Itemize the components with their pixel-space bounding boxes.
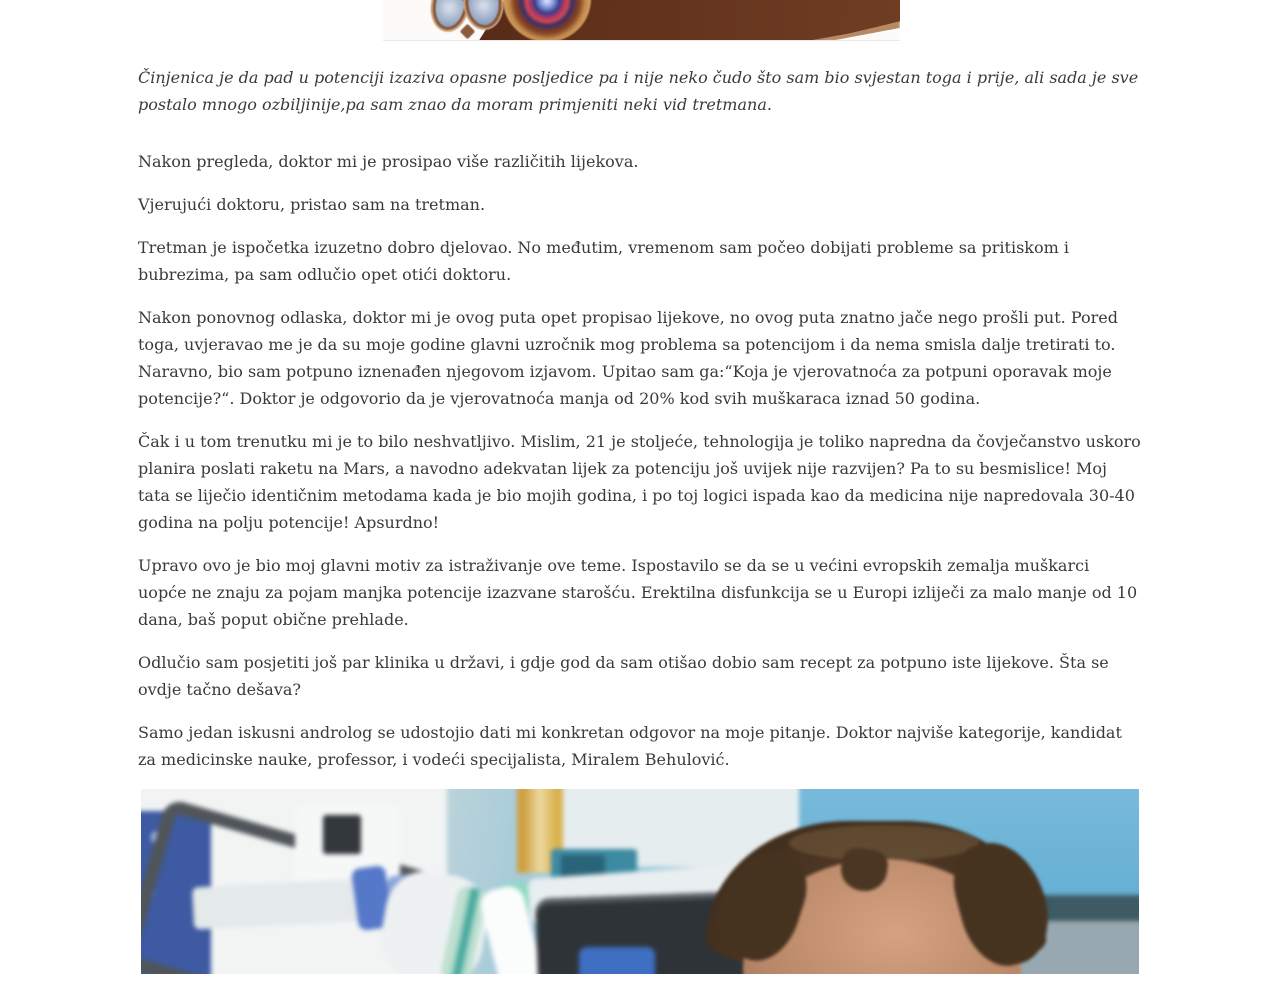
article-paragraph-7: Odlučio sam posjetiti još par klinika u državi, i gdje god da sam otišao dobio sam recept za potpuno iste lijekove. Šta se ovdje tačno dešava? — [138, 653, 1109, 699]
article-paragraph-3: Tretman je ispočetka izuzetno dobro djelovao. No međutim, vremenom sam počeo dobijati probleme sa pritiskom i bubrezima, pa sam odlučio opet otići doktoru. — [138, 238, 1069, 284]
illustration-lobe-right — [464, 0, 503, 29]
article-page — [138, 0, 1142, 974]
article-paragraph-1: Nakon pregleda, doktor mi je prosipao više različitih lijekova. — [138, 152, 639, 171]
article-paragraph-8: Samo jedan iskusni androlog se udostojio dati mi konkretan odgovor na moje pitanje. Doktor najviše kategorije, kandidat za medicinske nauke, professor, i vodeći specijalista, Miralem Behulović. — [138, 723, 1122, 769]
image-bottom-edge — [383, 40, 900, 41]
doctor-head — [141, 789, 1139, 974]
article-paragraph-6: Upravo ovo je bio moj glavni motiv za istraživanje ove teme. Ispostavilo se da se u većini evropskih zemalja muškarci uopće ne znaju za pojam manjka potencije izazvane starošću. Erektilna disfunkcija se u Europi izliječi za malo manje od 10 dana, baš poput obične prehlade. — [138, 556, 1138, 629]
illustration-tip — [460, 24, 476, 40]
article-paragraph-5: Čak i u tom trenutku mi je to bilo neshvatljivo. Mislim, 21 je stoljeće, tehnologija je toliko napredna da čovječanstvo uskoro planira poslati raketu na Mars, a navodno adekvatan lijek za potenciju još uvijek nije razvijen? Pa to su besmislice! Moj tata se liječio identičnim metodama kada je bio mojih godina, i po toj logici ispada kao da medicina nije napredovala 30-40 godina na polju potencije! Apsurdno! — [138, 432, 1141, 532]
anatomy-image — [383, 0, 900, 41]
testis-cross-section-illustration — [432, 0, 506, 40]
article-paragraph-4: Nakon ponovnog odlaska, doktor mi je ovog puta opet propisao lijekove, no ovog puta znatno jače nego prošli put. Pored toga, uvjeravao me je da su moje godine glavni uzročnik mog problema sa potencijom i da nema smisla dalje tretirati to. Naravno, bio sam potpuno iznenađen njegovom izjavom. Upitao sam ga:“Koja je vjerovatnoća za potpuni oporavak moje potencije?“. Doktor je odgovorio da je vjerovatnoća manja od 20% kod svih muškaraca iznad 50 godina. — [138, 308, 1118, 408]
doctor-lab-image — [141, 789, 1139, 974]
lead-paragraph: Činjenica je da pad u potenciji izaziva opasne posljedice pa i nije neko čudo što sam bio svjestan toga i prije, ali sada je sve postalo mnogo ozbiljinije,pa sam znao da moram primjeniti neki vid tretmana. — [138, 68, 1139, 114]
article-paragraph-2: Vjerujući doktoru, pristao sam na tretman. — [138, 195, 486, 214]
